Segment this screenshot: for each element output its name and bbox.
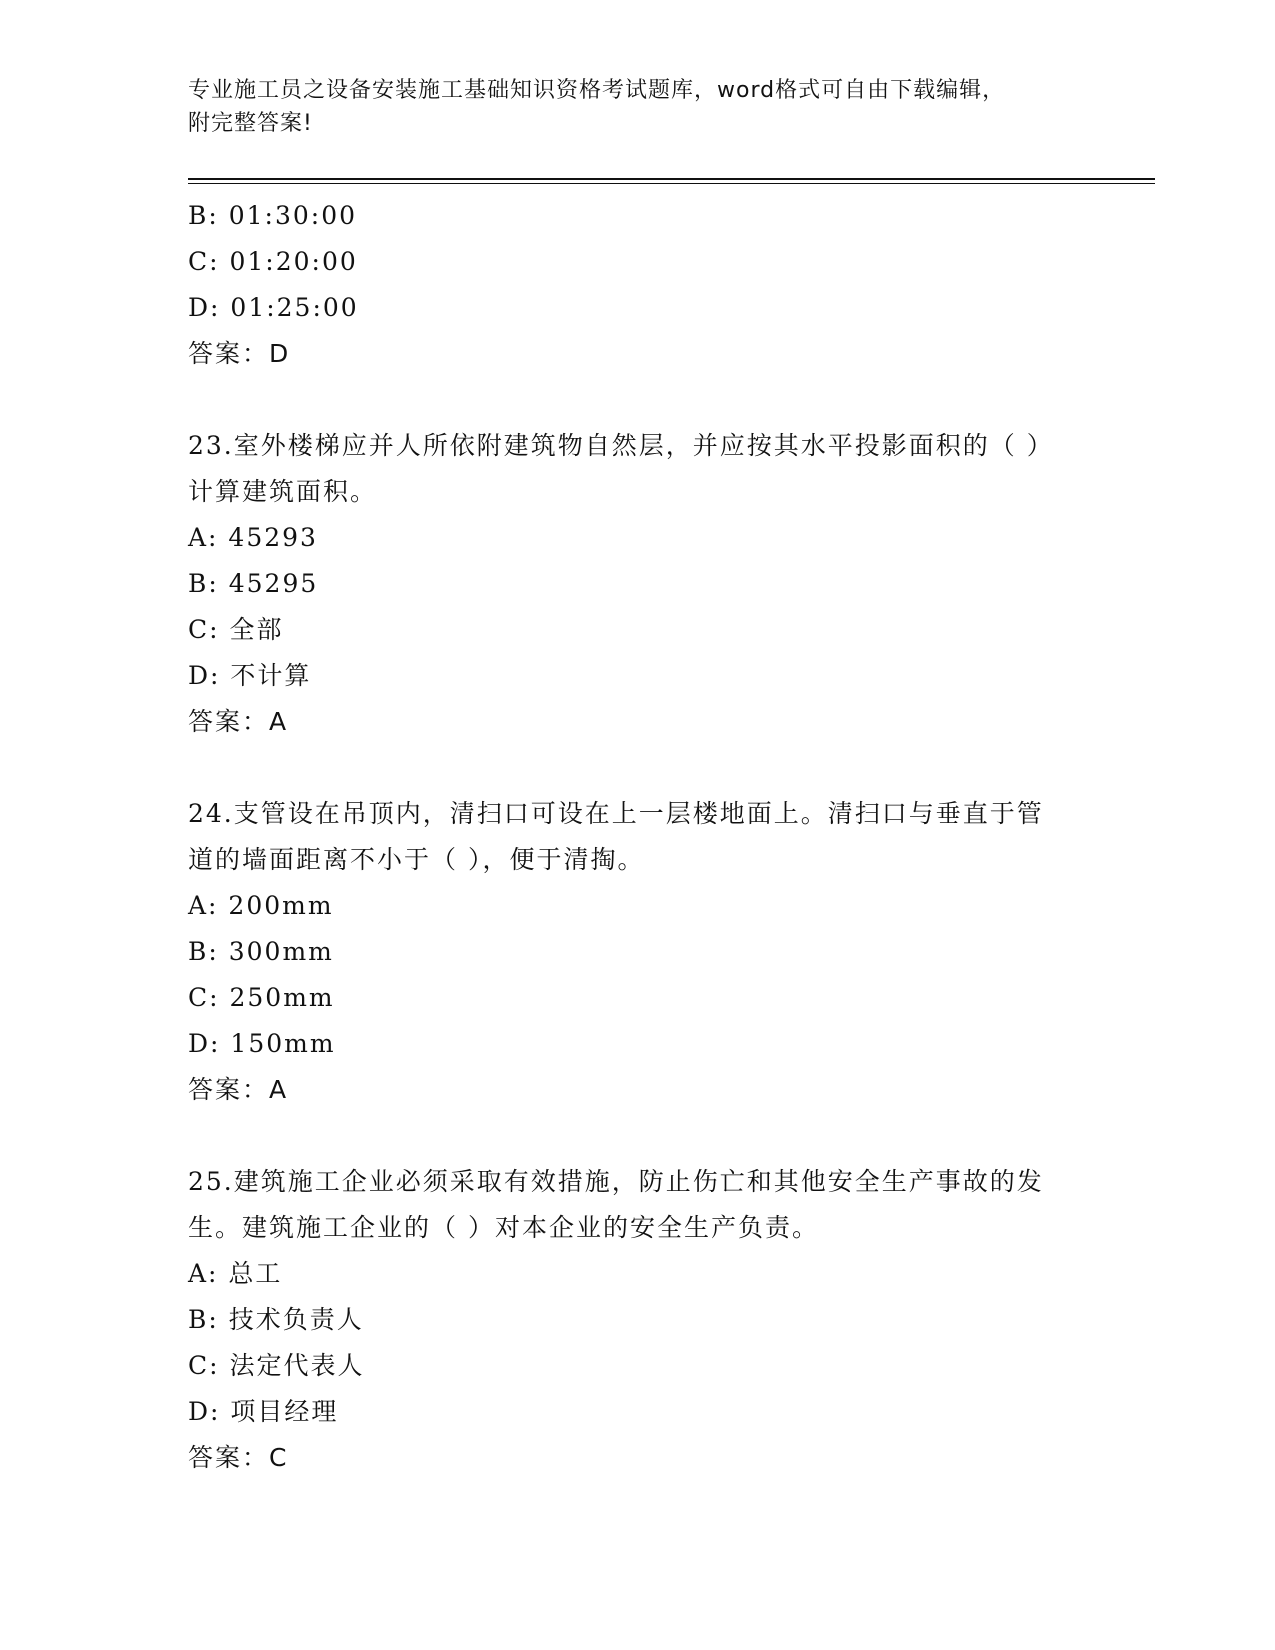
question-text: 24.支管设在吊顶内，清扫口可设在上一层楼地面上。清扫口与垂直于管道的墙面距离不小于（ ），便于清掏。 [188,799,1044,874]
option-a: A: 总工 [188,1259,283,1288]
option-c: C: 01:20:00 [188,247,358,276]
option-b: B: 技术负责人 [188,1305,364,1334]
previous-question-tail [188,193,1088,377]
option-b: B: 300mm [188,937,334,966]
option-a: A: 45293 [188,523,318,552]
option-b: B: 45295 [188,569,319,598]
answer-line: 答案：A [188,707,289,736]
option-c: C: 全部 [188,615,284,644]
header-divider [188,178,1155,184]
header-title-line-2: 附完整答案! [188,111,313,136]
answer-line: 答案：A [188,1075,289,1104]
option-d: D: 项目经理 [188,1397,339,1426]
question-24 [188,791,1088,1113]
option-c: C: 法定代表人 [188,1351,365,1380]
option-a: A: 200mm [188,891,334,920]
question-23 [188,423,1088,745]
option-d: D: 150mm [188,1029,336,1058]
option-c: C: 250mm [188,983,335,1012]
question-list [188,193,1088,1481]
question-text: 25.建筑施工企业必须采取有效措施，防止伤亡和其他安全生产事故的发生。建筑施工企业的（ ）对本企业的安全生产负责。 [188,1167,1044,1242]
question-text: 23.室外楼梯应并人所依附建筑物自然层，并应按其水平投影面积的（ ）计算建筑面积。 [188,431,1054,506]
answer-line: 答案：D [188,339,291,368]
option-d: D: 01:25:00 [188,293,359,322]
option-d: D: 不计算 [188,661,312,690]
question-25 [188,1159,1088,1481]
answer-line: 答案：C [188,1443,289,1472]
option-b: B: 01:30:00 [188,201,358,230]
page-header [188,74,1068,140]
header-title-line-1: 专业施工员之设备安装施工基础知识资格考试题库，word格式可自由下载编辑， [188,78,1006,103]
